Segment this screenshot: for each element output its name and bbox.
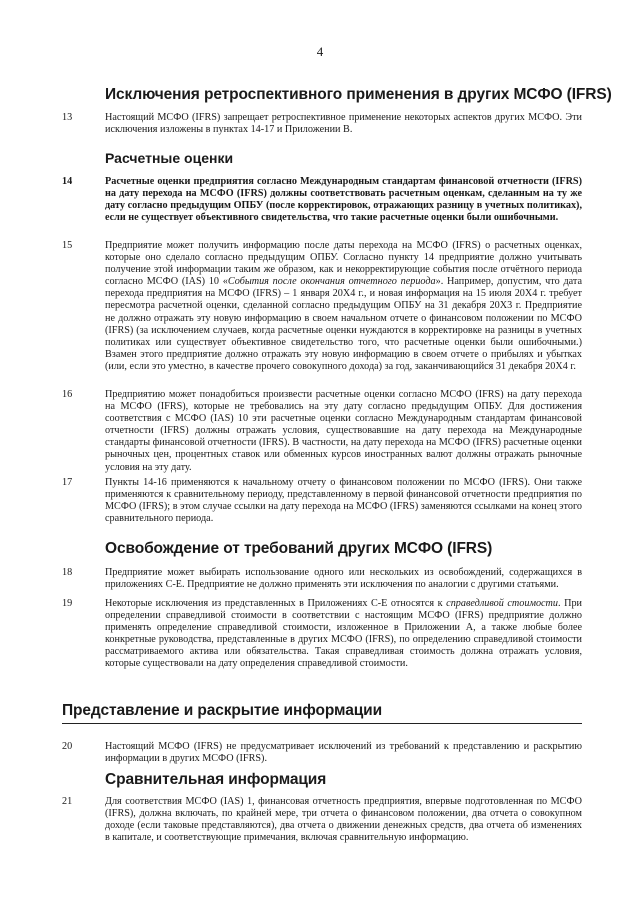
paragraph-text: Настоящий МСФО (IFRS) запрещает ретроспективное применение некоторых аспектов других МСФО. Эти исключения изложены в пунктах 14-17 и Приложении В. bbox=[105, 112, 582, 136]
paragraph-number: 13 bbox=[62, 112, 73, 123]
paragraph-14 bbox=[62, 176, 582, 224]
paragraph-text-part: Некоторые исключения из представленных в Приложениях С-Е относятся к bbox=[105, 598, 447, 609]
paragraph-number: 17 bbox=[62, 477, 73, 488]
paragraph-text-part: . При определении справедливой стоимости в соответствии с настоящим МСФО (IFRS) предприятие должно применять определение справедливой стоимости, изложенное в Приложении А, а также любые более конкретные руководства, представленные в других МСФО (IFRS), по определению справедливой стоимости рассматриваемого актива или обязательства. Такая справедливая стоимость должна отражать условия, которые существовали на дату определения справедливой стоимости. bbox=[105, 598, 583, 670]
paragraph-19 bbox=[62, 598, 582, 671]
paragraph-text-part: Предприятие может получить информацию после даты перехода на МСФО (IFRS) о расчетных оценках, которые оно сделало согласно предыдущим ОПБУ. Согласно пункту 14 предприятие должно учитывать получение этой информации таким же образом, как и некорректирующие события после отчётного периода согласно МСФО (IAS) 10 « bbox=[105, 240, 582, 288]
paragraph-13 bbox=[62, 112, 582, 136]
paragraph-number: 16 bbox=[62, 389, 73, 400]
section-heading-estimates: Расчетные оценки bbox=[105, 150, 234, 166]
paragraph-text: Для соответствия МСФО (IAS) 1, финансовая отчетность предприятия, впервые подготовленная по МСФО (IFRS), должна включать, по крайней мере, три отчета о финансовом положении, два отчета о совокупном доходе (если таковые представляются), два отчета о движении денежных средств, два отчета об изменениях в капитале, и соответствующие примечания, включая сравнительную информацию. bbox=[105, 796, 582, 844]
paragraph-21 bbox=[62, 796, 582, 844]
paragraph-20 bbox=[62, 741, 582, 765]
paragraph-number: 18 bbox=[62, 567, 73, 578]
page-number: 4 bbox=[316, 44, 324, 59]
paragraph-text-part: ». Например, допустим, что дата перехода предприятия на МСФО (IFRS) – 1 января 20Х4 г., и новая информация на 15 июля 20Х4 г. требует пересмотра расчетной оценки, сделанной согласно предыдущим ОПБУ на 31 декабря 20Х3 г. Предприятие не должно отражать эту новую информацию в своем начальном отчете о финансовом положении по МСФО (IFRS) (за исключением случаев, когда расчетные оценки нуждаются в корректировке на разницы в учетных политиках или существует объективное свидетельство того, что расчетные оценки были ошибочными.) Взамен этого предприятие должно отражать эту новую информацию в своем отчете о прибылях и убытках (или, если это уместно, в качестве прочего совокупного дохода) за год, заканчивающийся 31 декабря 20Х4 г. bbox=[105, 276, 582, 372]
standard-title-italic: События после окончания отчетного периода bbox=[227, 276, 436, 288]
paragraph-text: Предприятию может понадобиться произвести расчетные оценки согласно МСФО (IFRS) на дату перехода на МСФО (IFRS), которые не требовались на эту дату согласно предыдущим ОПБУ. Для достижения соответствия с МСФО (IAS) 10 эти расчетные оценки согласно Международным стандартам финансовой отчетности (IFRS) должны отражать условия, существовавшие на дату перехода на Международные стандарты финансовой отчетности (IFRS). В частности, на дату перехода на МСФО (IFRS) расчетные оценки рыночных цен, процентных ставок или обменных курсов иностранных валют должны отражать рыночные условия на эту дату. bbox=[105, 389, 582, 473]
section-heading-exemptions: Освобождение от требований других МСФО (IFRS) bbox=[105, 540, 493, 557]
paragraph-text bbox=[105, 598, 582, 671]
paragraph-text: Настоящий МСФО (IFRS) не предусматривает исключений из требований к представлению и раскрытию информации в других МСФО (IFRS). bbox=[105, 741, 582, 765]
paragraph-text: Расчетные оценки предприятия согласно Международным стандартам финансовой отчетности (IFRS) на дату перехода на МСФО (IFRS) должны соответствовать расчетным оценкам, сделанным на ту же дату согласно предыдущим ОПБУ (после корректировок, отражающих разницу в учетных политиках), если не существует объективного свидетельства, что такие расчетные оценки были ошибочными. bbox=[105, 176, 582, 224]
paragraph-18 bbox=[62, 567, 582, 591]
paragraph-text bbox=[105, 240, 582, 373]
paragraph-text: Предприятие может выбирать использование одного или нескольких из освобождений, содержащихся в приложениях С-Е. Предприятие не должно применять эти исключения по аналогии с другими статьями. bbox=[105, 567, 582, 591]
section-heading-comparative: Сравнительная информация bbox=[105, 771, 327, 788]
term-italic: справедливой стоимости bbox=[446, 598, 559, 609]
paragraph-17 bbox=[62, 477, 582, 525]
paragraph-number: 20 bbox=[62, 741, 73, 752]
paragraph-text: Пункты 14-16 применяются к начальному отчету о финансовом положении по МСФО (IFRS). Они также применяются к сравнительному периоду, представленному в первой финансовой отчетности предприятия по МСФО (IFRS); в этом случае ссылки на дату перехода на МСФО (IFRS) заменяются ссылками на конец этого сравнительного периода. bbox=[105, 477, 582, 525]
section-heading-retrospective: Исключения ретроспективного применения в других МСФО (IFRS) bbox=[105, 86, 612, 103]
paragraph-number: 15 bbox=[62, 240, 73, 251]
paragraph-number: 19 bbox=[62, 598, 73, 609]
paragraph-15 bbox=[62, 240, 582, 373]
paragraph-number: 21 bbox=[62, 796, 73, 807]
paragraph-16 bbox=[62, 389, 582, 474]
heading-underline-divider bbox=[62, 723, 582, 724]
paragraph-number: 14 bbox=[62, 176, 73, 187]
section-heading-presentation: Представление и раскрытие информации bbox=[62, 702, 383, 719]
